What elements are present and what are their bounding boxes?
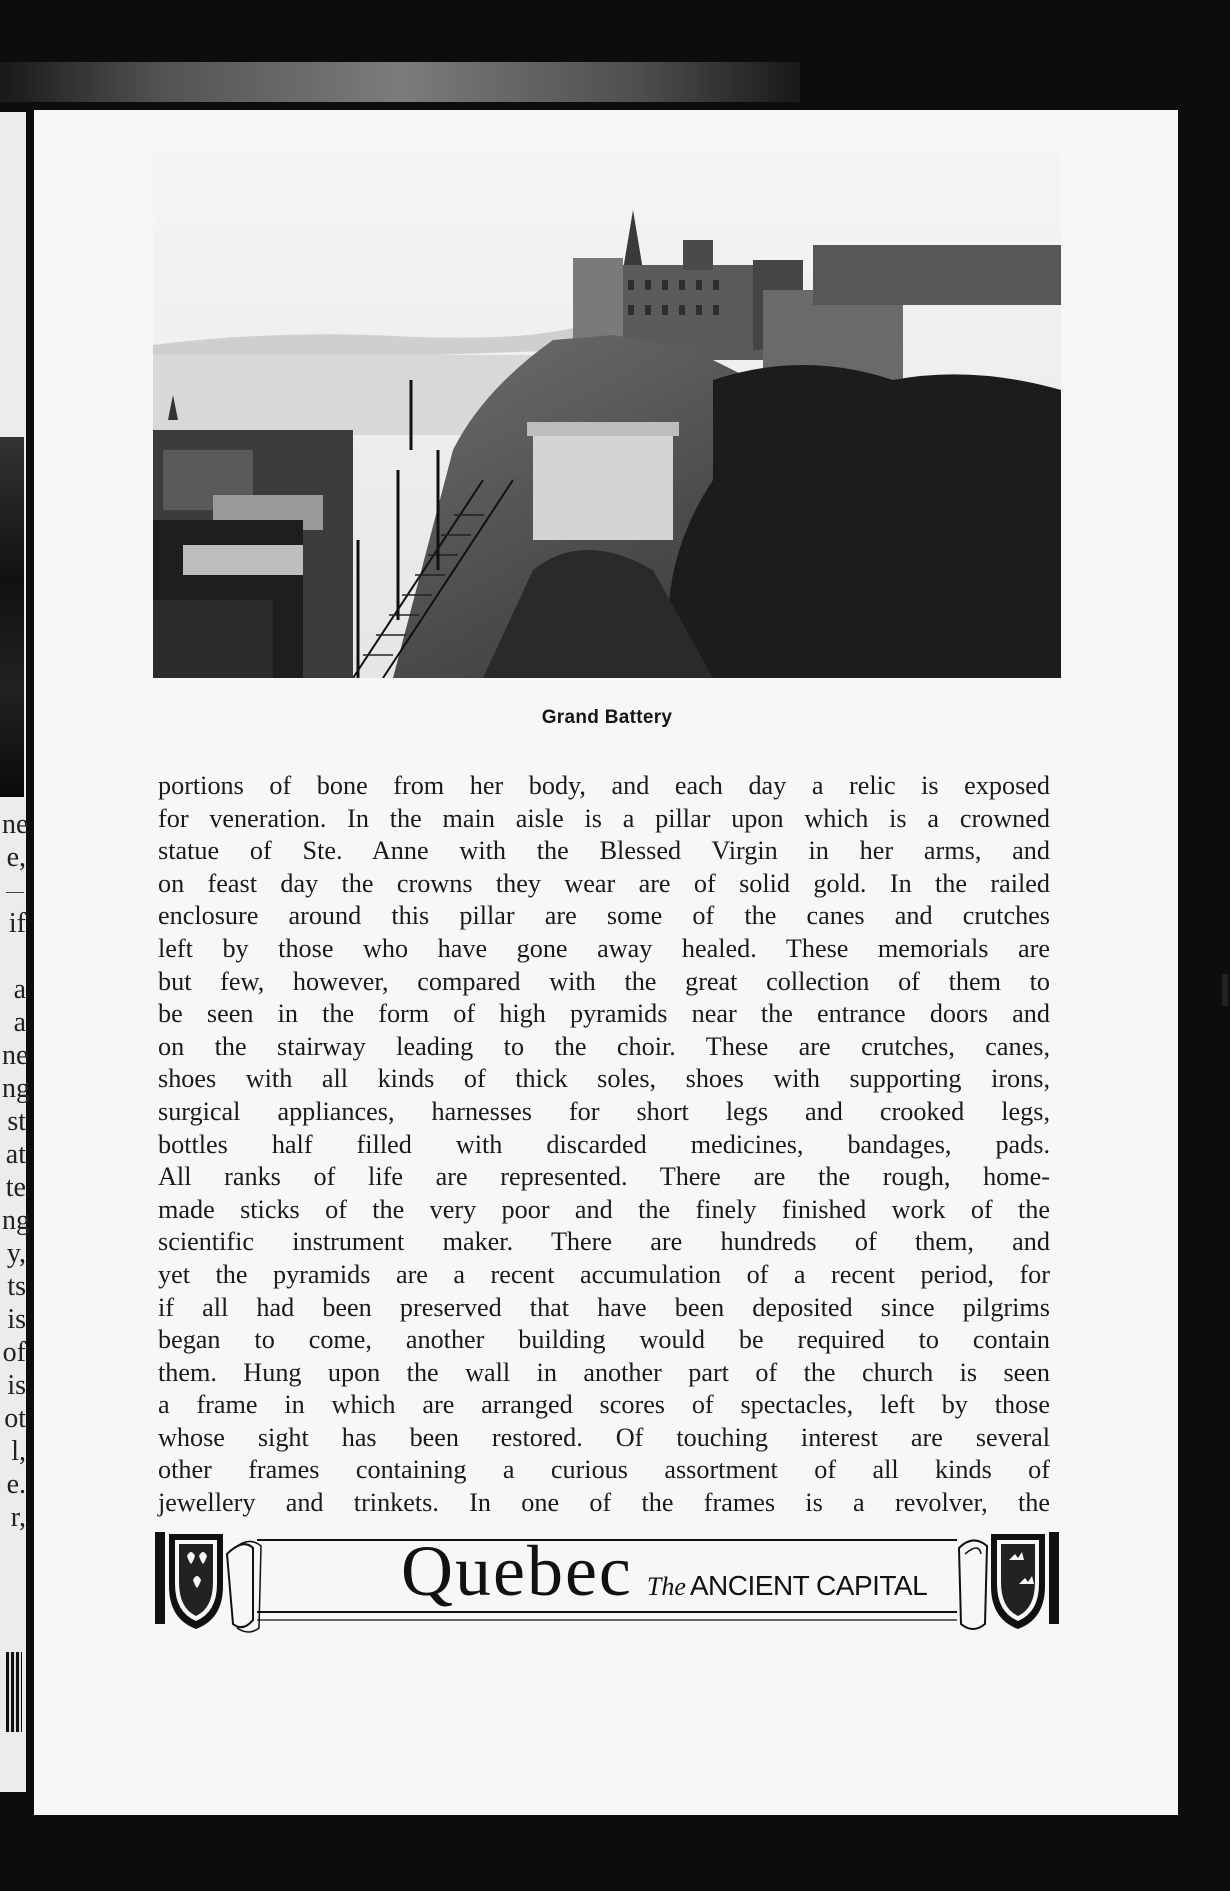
body-line: jewellery and trinkets. In one of the frames is a revolver, the xyxy=(158,1488,1050,1518)
body-line: whose sight has been restored. Of touching interest are several xyxy=(158,1422,1050,1452)
adjacent-page-text-fragment: ts xyxy=(7,1271,26,1302)
adjacent-page-text-fragment: ng xyxy=(2,1205,30,1236)
banner-the-text: The xyxy=(646,1572,686,1601)
banner-title-group xyxy=(401,1530,927,1610)
body-line: shoes with all kinds of thick soles, shoes with supporting irons, xyxy=(158,1064,1050,1094)
adjacent-page-text-fragment: ne xyxy=(2,1040,29,1071)
scan-border-stripe xyxy=(0,62,800,102)
body-line: enclosure around this pillar are some of the canes and crutches xyxy=(158,901,1050,931)
adjacent-page-text-fragment: st xyxy=(7,1106,26,1137)
body-line: other frames containing a curious assortment of all kinds of xyxy=(158,1455,1050,1485)
adjacent-page-text-fragment: ne xyxy=(2,809,29,840)
adjacent-page-text-fragment: of xyxy=(2,1337,26,1368)
adjacent-page-text-fragment xyxy=(2,874,26,907)
quebec-banner xyxy=(153,1524,1061,1639)
maple-leaf-shield-icon xyxy=(991,1532,1059,1629)
body-line: if all had been preserved that have been deposited since pilgrims xyxy=(158,1292,1050,1322)
adjacent-page-photo-edge xyxy=(0,437,24,797)
body-line: bottles half filled with discarded medicines, bandages, pads. xyxy=(158,1129,1050,1159)
adjacent-page-text-fragment: e. xyxy=(6,1469,26,1500)
body-line: on the stairway leading to the choir. These are crutches, canes, xyxy=(158,1031,1050,1061)
banner-quebec-text: Quebec xyxy=(401,1531,633,1611)
body-line: All ranks of life are represented. There are the rough, home- xyxy=(158,1162,1050,1192)
photo-caption: Grand Battery xyxy=(541,707,673,728)
body-text xyxy=(158,770,1050,1520)
scan-edge-mark xyxy=(1222,974,1228,1006)
grand-battery-photo xyxy=(153,150,1061,678)
body-line: them. Hung upon the wall in another part of the church is seen xyxy=(158,1357,1050,1387)
body-line: portions of bone from her body, and each day a relic is exposed xyxy=(158,771,1050,800)
adjacent-page-text-fragment: a xyxy=(13,1007,26,1038)
body-line: on feast day the crowns they wear are of solid gold. In the railed xyxy=(158,868,1050,898)
body-line: but few, however, compared with the great collection of them to xyxy=(158,966,1050,996)
adjacent-page-text-fragment: te xyxy=(5,1172,26,1203)
body-line: for veneration. In the main aisle is a pillar upon which is a crowned xyxy=(158,803,1050,833)
photo-illustration xyxy=(153,150,1061,678)
body-line: began to come, another building would be required to contain xyxy=(158,1325,1050,1355)
adjacent-page-banner-edge xyxy=(6,1652,22,1732)
adjacent-page-text-fragment: ot xyxy=(4,1403,26,1434)
adjacent-page-text-fragment: a xyxy=(13,974,26,1005)
banner-subtitle-text: ANCIENT CAPITAL xyxy=(689,1570,928,1601)
adjacent-page-text-fragment: if xyxy=(8,908,26,939)
adjacent-page-text-fragment: ng xyxy=(2,1073,30,1104)
body-line: surgical appliances, harnesses for short legs and crooked legs, xyxy=(158,1096,1050,1126)
body-line: made sticks of the very poor and the finely finished work of the xyxy=(158,1194,1050,1224)
body-line: be seen in the form of high pyramids near the entrance doors and xyxy=(158,999,1050,1029)
adjacent-page-text-fragment: at xyxy=(5,1139,26,1170)
fleur-de-lis-shield-icon xyxy=(155,1532,223,1629)
adjacent-page-text-fragment: is xyxy=(7,1370,26,1401)
body-line: yet the pyramids are a recent accumulation of a recent period, for xyxy=(158,1259,1050,1289)
adjacent-page-text-fragment: is xyxy=(7,1304,26,1335)
adjacent-page-text-fragment: l, xyxy=(11,1436,26,1467)
adjacent-page-text-fragment: e, xyxy=(6,842,26,873)
body-line: a frame in which are arranged scores of spectacles, left by those xyxy=(158,1390,1050,1420)
adjacent-page-text-fragments xyxy=(2,808,30,1534)
body-line: scientific instrument maker. There are hundreds of them, and xyxy=(158,1227,1050,1257)
body-line: statue of Ste. Anne with the Blessed Virgin in her arms, and xyxy=(158,836,1050,866)
adjacent-page-text-fragment: r, xyxy=(10,1502,26,1533)
body-line: left by those who have gone away healed. These memorials are xyxy=(158,933,1050,963)
adjacent-page-text-fragment xyxy=(2,940,26,973)
adjacent-page-text-fragment: y, xyxy=(6,1238,26,1269)
